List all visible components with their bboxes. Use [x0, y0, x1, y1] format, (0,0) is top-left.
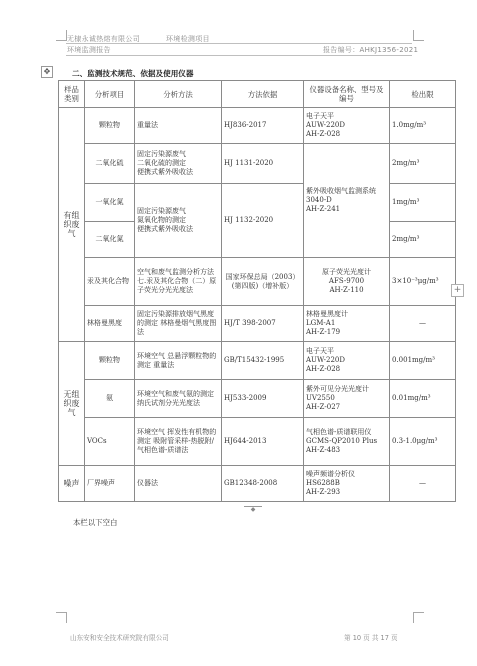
header-divider-2: [66, 55, 412, 56]
table-row: [59, 418, 456, 466]
cell-instrument: 电子天平 AUW-220D AH-Z-028: [304, 108, 390, 144]
cell-instrument: 电子天平 AUW-220D AH-Z-028: [304, 342, 390, 380]
cell-basis: GB12348-2008: [222, 466, 304, 502]
cell-method: 仪器法: [135, 466, 222, 502]
cell-method: 固定污染源废气 二氧化硫的测定 便携式紫外吸收法: [135, 144, 222, 184]
header-instrument: 仪器设备名称、型号及编号: [304, 81, 390, 108]
cell-basis: HJ644-2013: [222, 418, 304, 466]
cell-basis: HJ 1132-2020: [222, 184, 304, 258]
cell-limit: 2mg/m³: [390, 144, 456, 184]
crop-mark-top-left: [56, 30, 67, 41]
crop-mark-top-right: [413, 30, 424, 41]
section-title: 二、监测技术规范、依据及使用仪器: [72, 69, 194, 78]
header-method: 分析方法: [135, 81, 222, 108]
cell-instrument: 紫外可见分光光度计 UV2550 AH-Z-027: [304, 380, 390, 418]
crop-mark-bottom-left: [56, 612, 67, 623]
cell-limit: 1mg/m³: [390, 184, 456, 222]
cell-basis: GB/T15432-1995: [222, 342, 304, 380]
table-row: [59, 108, 456, 144]
blank-below-note: 本栏以下空白: [73, 518, 118, 527]
table-move-handle-icon[interactable]: ✥: [41, 66, 53, 78]
cell-item: 厂界噪声: [85, 466, 135, 502]
table-row: [59, 144, 456, 184]
table-row: [59, 380, 456, 418]
header-basis: 方法依据: [222, 81, 304, 108]
table-row: [59, 342, 456, 380]
cell-limit: —: [390, 306, 456, 342]
header-category: 样品类别: [59, 81, 85, 108]
cell-item: 二氧化氮: [85, 222, 135, 258]
table-header-row: [59, 81, 456, 108]
cell-item: 氨: [85, 380, 135, 418]
cell-instrument: 林格曼黑度计 LGM-A1 AH-Z-179: [304, 306, 390, 342]
cell-method: 环境空气 总悬浮颗粒物的测定 重量法: [135, 342, 222, 380]
cell-limit: 1.0mg/m³: [390, 108, 456, 144]
cell-basis: HJ 1131-2020: [222, 144, 304, 184]
cell-instrument: 噪声频谱分析仪 HS6288B AH-Z-293: [304, 466, 390, 502]
cell-limit: 0.001mg/m³: [390, 342, 456, 380]
cell-method: 空气和废气监测分析方法 七.汞及其化合物（二）原子荧光分光光度法: [135, 258, 222, 306]
cell-method: 固定污染源排放烟气黑度的测定 林格曼烟气黑度图法: [135, 306, 222, 342]
cell-item: 颗粒物: [85, 342, 135, 380]
header-item: 分析项目: [85, 81, 135, 108]
header-report-type: 环境检测项目: [166, 35, 210, 43]
cell-method: 环境空气 挥发性有机物的测定 吸附管采样-热脱附/气相色谱-质谱法: [135, 418, 222, 466]
header-limit: 检出限: [390, 81, 456, 108]
cell-instrument: 气相色谱-质谱联用仪 GCMS-QP2010 Plus AH-Z-483: [304, 418, 390, 466]
table-row: [59, 184, 456, 222]
category-unorganized: 无组织废气: [59, 342, 85, 466]
cell-limit: 2mg/m³: [390, 222, 456, 258]
cell-item: 一氧化氮: [85, 184, 135, 222]
category-noise: 噪声: [59, 466, 85, 502]
cell-basis: 国家环保总局（2003）(第四版)（增补版）: [222, 258, 304, 306]
table-row: [59, 258, 456, 306]
cell-limit: —: [390, 466, 456, 502]
cell-basis: HJ/T 398-2007: [222, 306, 304, 342]
cell-method: 固定污染源废气 氮氧化物的测定 便携式紫外吸收法: [135, 184, 222, 258]
cell-method: 环境空气和废气氨的测定 纳氏试剂分光光度法: [135, 380, 222, 418]
cell-basis: HJ836-2017: [222, 108, 304, 144]
table-row: [59, 306, 456, 342]
cell-instrument: 原子荧光光度计 AFS-9700 AH-Z-110: [304, 258, 390, 306]
cell-limit: 3×10⁻³μg/m³: [390, 258, 456, 306]
header-divider: [66, 43, 412, 44]
header-subtitle: 环境监测报告: [67, 46, 111, 54]
header-report-number: 报告编号：AHKJ1356-2021: [323, 46, 419, 54]
crop-mark-bottom-right: [413, 612, 424, 623]
cell-method: 重量法: [135, 108, 222, 144]
table-row: [59, 466, 456, 502]
add-column-button[interactable]: +: [451, 284, 464, 297]
footer-org: 山东安和安全技术研究院有限公司: [70, 634, 169, 642]
cell-item: 颗粒物: [85, 108, 135, 144]
category-organized: 有组织废气: [59, 108, 85, 342]
table-resize-anchor-icon[interactable]: ◆: [244, 506, 262, 513]
cell-limit: 0.01mg/m³: [390, 380, 456, 418]
cell-limit: 0.3-1.0μg/m³: [390, 418, 456, 466]
header-company: 无棣永诚热熔有限公司: [67, 35, 140, 43]
cell-item: 二氧化硫: [85, 144, 135, 184]
cell-basis: HJ533-2009: [222, 380, 304, 418]
monitoring-table: [58, 80, 456, 502]
cell-item: 林格曼黑度: [85, 306, 135, 342]
cell-instrument-shared: 紫外吸收烟气监测系统 3040-D AH-Z-241: [304, 144, 390, 258]
footer-page: 第 10 页 共 17 页: [344, 634, 398, 642]
cell-item: VOCs: [85, 418, 135, 466]
cell-item: 汞及其化合物: [85, 258, 135, 306]
